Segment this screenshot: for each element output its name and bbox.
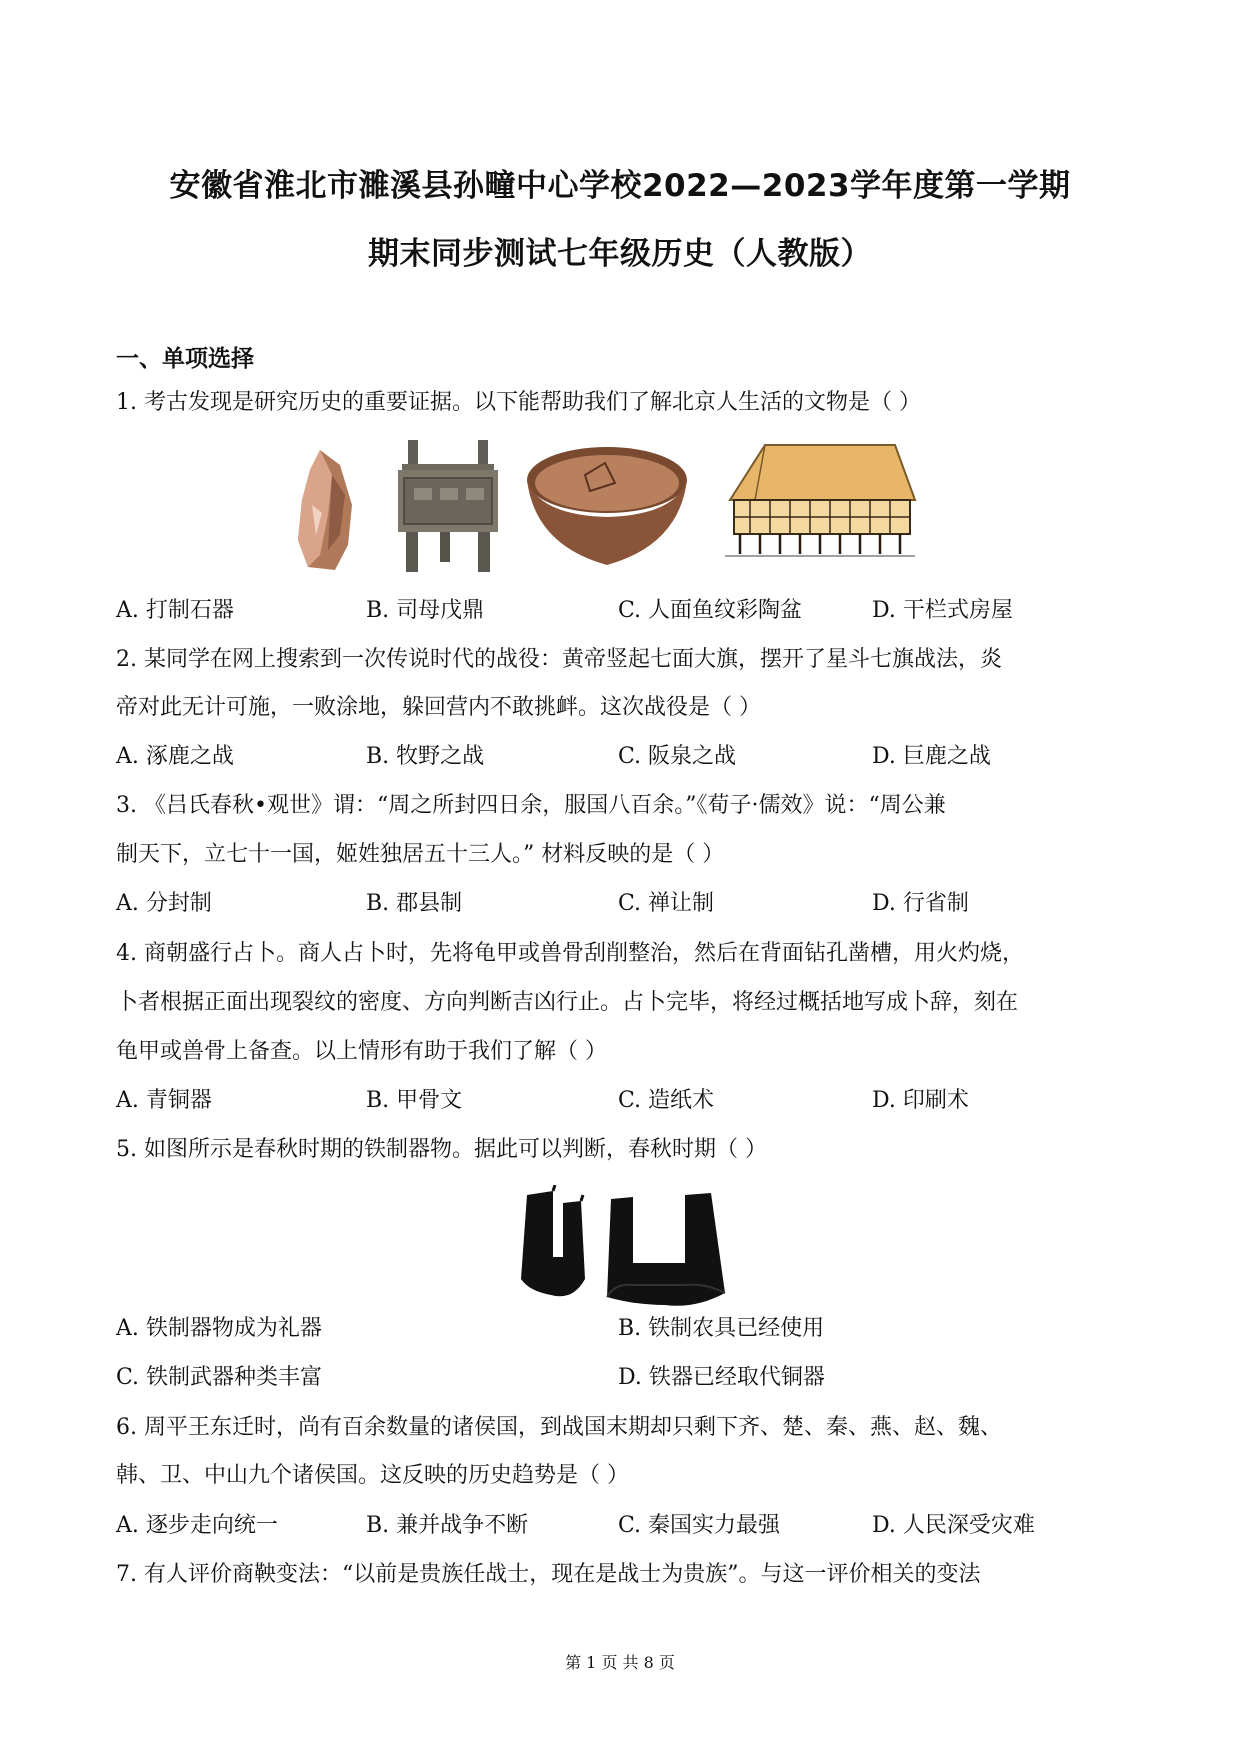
q2-option-b[interactable]: B. 牧野之战 [366, 744, 485, 769]
q1-option-d[interactable]: D. 干栏式房屋 [872, 598, 1013, 623]
q1-artifact-images [290, 440, 950, 580]
q6-option-b[interactable]: B. 兼并战争不断 [366, 1513, 529, 1538]
q3-option-d[interactable]: D. 行省制 [872, 891, 969, 916]
stilt-house-image [720, 440, 920, 560]
q1-option-c[interactable]: C. 人面鱼纹彩陶盆 [618, 598, 803, 623]
question-3-text-line2: 制天下，立七十一国，姬姓独居五十三人。” 材料反映的是（ ） [116, 842, 725, 867]
q2-option-a[interactable]: A. 涿鹿之战 [116, 744, 234, 769]
section-heading: 一、单项选择 [116, 346, 254, 372]
pottery-basin-image [525, 445, 690, 570]
bronze-ding-image [390, 440, 505, 575]
q6-option-a[interactable]: A. 逐步走向统一 [116, 1513, 278, 1538]
q3-option-a[interactable]: A. 分封制 [116, 891, 212, 916]
question-6-text-line1: 6. 周平王东迁时，尚有百余数量的诸侯国，到战国末期却只剩下齐、楚、秦、燕、赵、魏、 [116, 1415, 1002, 1440]
question-2-text-line2: 帝对此无计可施，一败涂地，躲回营内不敢挑衅。这次战役是（ ） [116, 695, 761, 720]
q5-option-b[interactable]: B. 铁制农具已经使用 [618, 1316, 825, 1341]
q4-option-b[interactable]: B. 甲骨文 [366, 1088, 463, 1113]
q3-option-b[interactable]: B. 郡县制 [366, 891, 463, 916]
question-2-text-line1: 2. 某同学在网上搜索到一次传说时代的战役：黄帝竖起七面大旗，摆开了星斗七旗战法，炎 [116, 647, 1002, 672]
question-5-text: 5. 如图所示是春秋时期的铁制器物。据此可以判断，春秋时期（ ） [116, 1137, 767, 1162]
question-7-text: 7. 有人评价商鞅变法：“以前是贵族任战士，现在是战士为贵族”。与这一评价相关的变法 [116, 1562, 981, 1587]
question-4-text-line1: 4. 商朝盛行占卜。商人占卜时，先将龟甲或兽骨刮削整治，然后在背面钻孔凿槽，用火灼烧， [116, 941, 1024, 966]
iron-tools-image [515, 1185, 735, 1310]
q5-option-c[interactable]: C. 铁制武器种类丰富 [116, 1365, 323, 1390]
exam-title-line2: 期末同步测试七年级历史（人教版） [368, 236, 872, 272]
exam-title-line1: 安徽省淮北市濉溪县孙疃中心学校2022—2023学年度第一学期 [169, 168, 1071, 204]
q4-option-c[interactable]: C. 造纸术 [618, 1088, 715, 1113]
q6-option-d[interactable]: D. 人民深受灾难 [872, 1513, 1035, 1538]
question-1-text: 1. 考古发现是研究历史的重要证据。以下能帮助我们了解北京人生活的文物是（ ） [116, 390, 921, 415]
question-6-text-line2: 韩、卫、中山九个诸侯国。这反映的历史趋势是（ ） [116, 1463, 629, 1488]
question-3-text-line1: 3. 《吕氏春秋•观世》谓：“周之所封四日余，服国八百余。”《荀子·儒效》说：“周公兼 [116, 793, 946, 818]
stone-tool-image [290, 445, 360, 575]
q2-option-c[interactable]: C. 阪泉之战 [618, 744, 737, 769]
question-4-text-line3: 龟甲或兽骨上备查。以上情形有助于我们了解（ ） [116, 1039, 607, 1064]
page-footer: 第 1 页 共 8 页 [565, 1653, 675, 1672]
q5-option-a[interactable]: A. 铁制器物成为礼器 [116, 1316, 322, 1341]
q1-option-a[interactable]: A. 打制石器 [116, 598, 234, 623]
q3-option-c[interactable]: C. 禅让制 [618, 891, 715, 916]
question-4-text-line2: 卜者根据正面出现裂纹的密度、方向判断吉凶行止。占卜完毕，将经过概括地写成卜辞，刻在 [116, 990, 1019, 1015]
q5-option-d[interactable]: D. 铁器已经取代铜器 [618, 1365, 825, 1390]
q6-option-c[interactable]: C. 秦国实力最强 [618, 1513, 781, 1538]
q4-option-a[interactable]: A. 青铜器 [116, 1088, 212, 1113]
q2-option-d[interactable]: D. 巨鹿之战 [872, 744, 991, 769]
q4-option-d[interactable]: D. 印刷术 [872, 1088, 969, 1113]
q1-option-b[interactable]: B. 司母戊鼎 [366, 598, 485, 623]
